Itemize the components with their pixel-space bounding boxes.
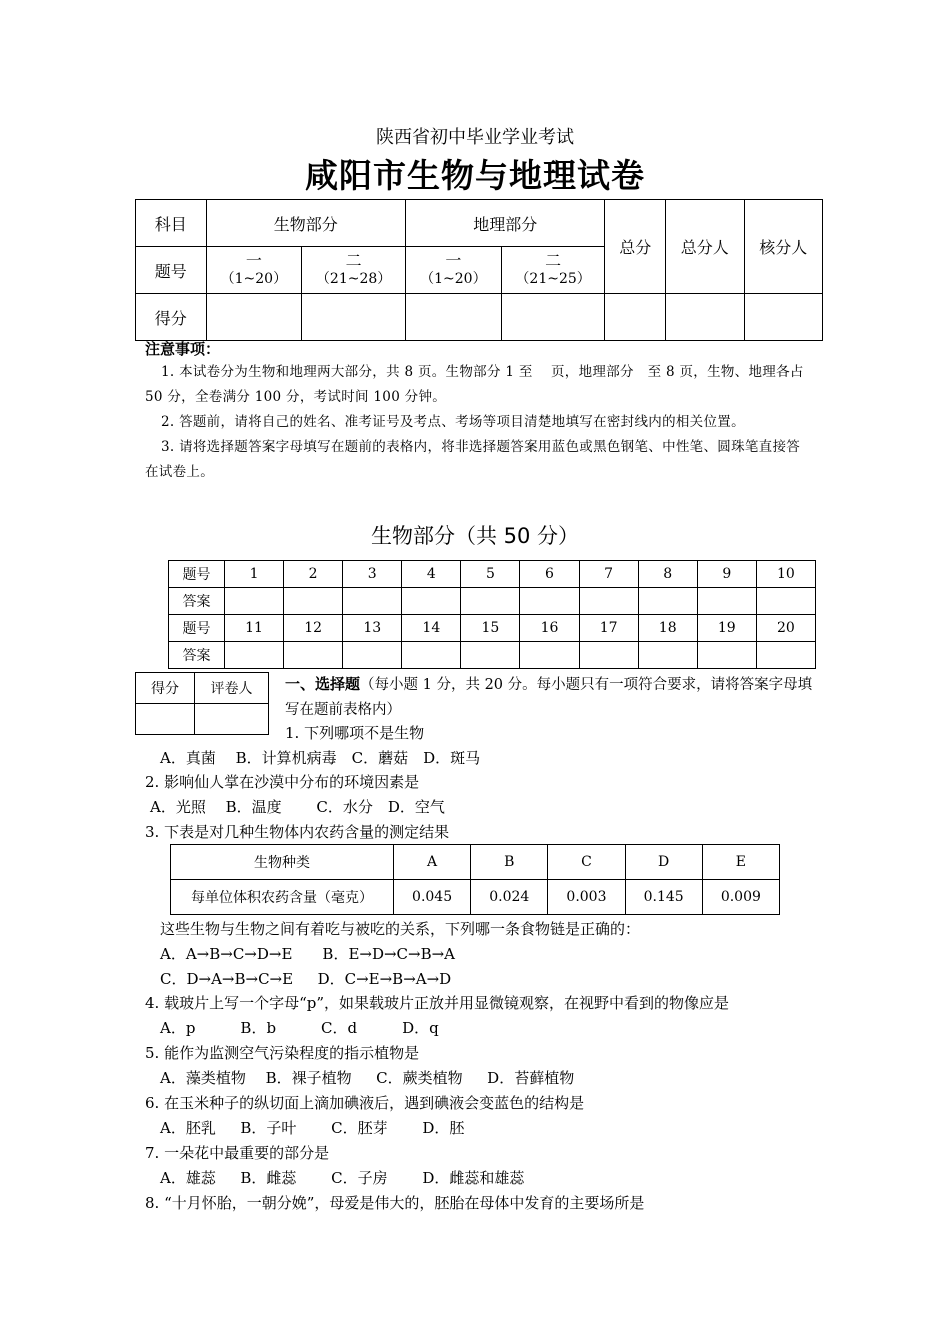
answer-cell[interactable]: [461, 642, 520, 669]
answer-table: [168, 560, 816, 669]
bio-q2-cell: [302, 247, 406, 294]
species-cell: A: [394, 845, 471, 880]
answer-label: 答案: [169, 642, 225, 669]
pesticide-value-cell: 0.145: [625, 880, 702, 915]
question-5: 5. 能作为监测空气污染程度的指示植物是: [145, 1044, 420, 1062]
score-cell[interactable]: [405, 294, 501, 341]
species-cell: E: [702, 845, 779, 880]
question-number-cell: 15: [461, 615, 520, 642]
section1-instructions: [285, 672, 820, 722]
check-person-header: 核分人: [744, 200, 823, 294]
question-number-cell: 7: [579, 561, 638, 588]
bio-q1-range: （1~20）: [220, 271, 288, 287]
question-number-cell: 17: [579, 615, 638, 642]
answer-cell[interactable]: [461, 588, 520, 615]
qnum-label: 题号: [169, 615, 225, 642]
pesticide-value-cell: 0.045: [394, 880, 471, 915]
answer-cell[interactable]: [697, 642, 756, 669]
subject-label: 科目: [136, 200, 207, 247]
question-4: 4. 载玻片上写一个字母“p”，如果载玻片正放并用显微镜观察，在视野中看到的物像应是: [145, 994, 730, 1012]
score-cell[interactable]: [302, 294, 406, 341]
bio-q2-range: （21~28）: [315, 271, 392, 287]
bio-part-header: 生物部分: [206, 200, 405, 247]
question-1-options: A．真菌 B．计算机病毒 C．蘑菇 D．斑马: [160, 749, 481, 767]
grader-score-cell[interactable]: [136, 704, 195, 735]
answer-cell[interactable]: [756, 642, 815, 669]
answer-cell[interactable]: [284, 588, 343, 615]
pesticide-value-cell: 0.003: [548, 880, 625, 915]
question-1: 1. 下列哪项不是生物: [285, 724, 425, 742]
score-cell[interactable]: [744, 294, 823, 341]
question-number-cell: 6: [520, 561, 579, 588]
grader-table: [135, 672, 269, 735]
question-2: 2. 影响仙人掌在沙漠中分布的环境因素是: [145, 773, 420, 791]
geo-part-header: 地理部分: [405, 200, 604, 247]
question-8: 8. “十月怀胎，一朝分娩”，母爱是伟大的，胚胎在母体中发育的主要场所是: [145, 1194, 645, 1212]
question-6-options: A．胚乳 B．子叶 C．胚芽 D．胚: [160, 1119, 465, 1137]
total-person-header: 总分人: [666, 200, 744, 294]
exam-title: 咸阳市生物与地理试卷: [305, 156, 645, 195]
bio-q1-cell: [206, 247, 302, 294]
question-number-cell: 11: [225, 615, 284, 642]
answer-cell[interactable]: [579, 642, 638, 669]
score-cell[interactable]: [206, 294, 302, 341]
section1-note: （每小题 1 分，共 20 分。每小题只有一项符合要求，请将答案字母填写在题前表格内）: [285, 677, 813, 718]
notice-item-1: 1. 本试卷分为生物和地理两大部分，共 8 页。生物部分 1 至 页，地理部分 至 8 页，生物、地理各占 50 分，全卷满分 100 分，考试时间 100 分钟。: [145, 364, 804, 405]
answer-cell[interactable]: [343, 588, 402, 615]
question-3: 3. 下表是对几种生物体内农药含量的测定结果: [145, 823, 450, 841]
question-3-options-1: A．A→B→C→D→E B．E→D→C→B→A: [160, 945, 456, 963]
question-number-cell: 3: [343, 561, 402, 588]
bio-section-title: 生物部分（共 50 分）: [370, 524, 580, 548]
grader-label: 评卷人: [195, 673, 269, 704]
notice-item-2: 2. 答题前，请将自己的姓名、准考证号及考点、考场等项目清楚地填写在密封线内的相关位置。: [161, 414, 745, 430]
question-number-cell: 1: [225, 561, 284, 588]
species-cell: D: [625, 845, 702, 880]
answer-cell[interactable]: [343, 642, 402, 669]
question-3-followup: 这些生物与生物之间有着吃与被吃的关系，下列哪一条食物链是正确的：: [160, 920, 641, 938]
answer-cell[interactable]: [402, 588, 461, 615]
pesticide-value-cell: 0.009: [702, 880, 779, 915]
qnum-label: 题号: [136, 247, 207, 294]
notice-item-3: 3. 请将选择题答案字母填写在题前的表格内，将非选择题答案用蓝色或黑色钢笔、中性笔、圆珠笔直接答在试卷上。: [145, 439, 801, 480]
answer-cell[interactable]: [225, 588, 284, 615]
answer-cell[interactable]: [579, 588, 638, 615]
species-cell: C: [548, 845, 625, 880]
exam-subtitle: 陕西省初中毕业学业考试: [376, 127, 574, 148]
species-label: 生物种类: [171, 845, 394, 880]
species-cell: B: [471, 845, 548, 880]
grader-name-cell[interactable]: [195, 704, 269, 735]
qnum-label: 题号: [169, 561, 225, 588]
pesticide-value-cell: 0.024: [471, 880, 548, 915]
question-number-cell: 10: [756, 561, 815, 588]
question-number-cell: 8: [638, 561, 697, 588]
geo-q2: 二: [545, 251, 562, 270]
answer-cell[interactable]: [697, 588, 756, 615]
question-number-cell: 14: [402, 615, 461, 642]
answer-cell[interactable]: [638, 588, 697, 615]
question-4-options: A．p B．b C．d D．q: [160, 1019, 439, 1037]
notice-body: [145, 360, 810, 485]
geo-q2-range: （21~25）: [515, 271, 591, 287]
answer-cell[interactable]: [225, 642, 284, 669]
bio-q1: 一: [245, 251, 262, 270]
question-number-cell: 20: [756, 615, 815, 642]
grader-score-label: 得分: [136, 673, 195, 704]
answer-cell[interactable]: [638, 642, 697, 669]
geo-q2-cell: [501, 247, 605, 294]
question-2-options: A．光照 B．温度 C．水分 D．空气: [150, 798, 445, 816]
score-table: [135, 199, 823, 341]
question-number-cell: 9: [697, 561, 756, 588]
question-3-options-2: C．D→A→B→C→E D．C→E→B→A→D: [160, 970, 452, 988]
question-number-cell: 19: [697, 615, 756, 642]
score-cell[interactable]: [666, 294, 744, 341]
question-number-cell: 12: [284, 615, 343, 642]
answer-cell[interactable]: [756, 588, 815, 615]
content-label: 每单位体积农药含量（毫克）: [171, 880, 394, 915]
geo-q1-cell: [405, 247, 501, 294]
total-header: 总分: [605, 200, 666, 294]
score-cell[interactable]: [605, 294, 666, 341]
bio-q2: 二: [345, 251, 362, 270]
question-number-cell: 2: [284, 561, 343, 588]
answer-label: 答案: [169, 588, 225, 615]
pesticide-table: [170, 844, 780, 915]
question-number-cell: 13: [343, 615, 402, 642]
section1-heading: 一、选择题: [285, 675, 361, 693]
question-number-cell: 5: [461, 561, 520, 588]
answer-cell[interactable]: [520, 642, 579, 669]
answer-cell[interactable]: [520, 588, 579, 615]
question-7-options: A．雄蕊 B．雌蕊 C．子房 D．雌蕊和雄蕊: [160, 1169, 525, 1187]
answer-cell[interactable]: [284, 642, 343, 669]
question-number-cell: 4: [402, 561, 461, 588]
question-5-options: A．藻类植物 B．裸子植物 C．蕨类植物 D．苔藓植物: [160, 1069, 575, 1087]
answer-cell[interactable]: [402, 642, 461, 669]
question-7: 7. 一朵花中最重要的部分是: [145, 1144, 330, 1162]
notice-heading: 注意事项：: [145, 340, 221, 358]
score-cell[interactable]: [501, 294, 605, 341]
score-label: 得分: [136, 294, 207, 341]
question-number-cell: 18: [638, 615, 697, 642]
geo-q1-range: （1~20）: [420, 271, 487, 287]
geo-q1: 一: [445, 251, 462, 270]
question-6: 6. 在玉米种子的纵切面上滴加碘液后，遇到碘液会变蓝色的结构是: [145, 1094, 585, 1112]
question-number-cell: 16: [520, 615, 579, 642]
